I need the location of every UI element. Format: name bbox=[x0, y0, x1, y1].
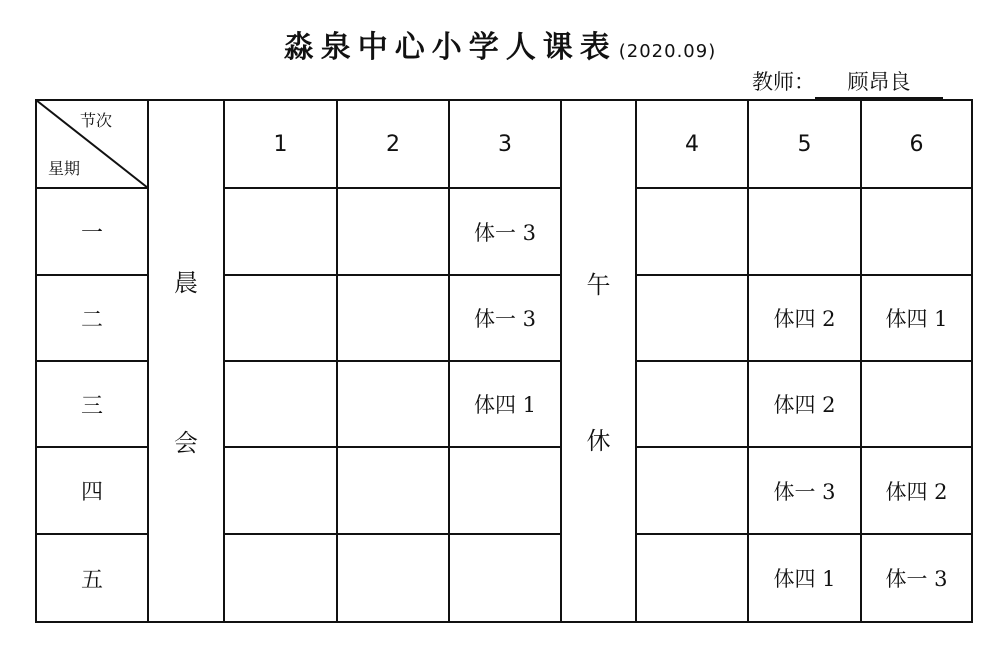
period-header-6: 6 bbox=[909, 131, 924, 157]
schedule-cell-thu-p4 bbox=[636, 447, 748, 534]
schedule-cell-tue-p5: 体四 2 bbox=[773, 307, 836, 331]
schedule-cell-tue-p4 bbox=[636, 275, 748, 361]
schedule-cell-mon-p2 bbox=[337, 188, 449, 275]
schedule-cell-fri-p5: 体四 1 bbox=[773, 567, 836, 591]
period-header-1: 1 bbox=[273, 131, 288, 157]
schedule-cell-thu-p5: 体一 3 bbox=[773, 479, 836, 504]
schedule-cell-mon-p6 bbox=[861, 188, 972, 275]
schedule-cell-wed-p4 bbox=[636, 361, 748, 447]
period-header-2: 2 bbox=[386, 131, 400, 157]
schedule-cell-thu-p2 bbox=[337, 447, 449, 534]
period-header-3: 3 bbox=[498, 131, 512, 157]
schedule-cell-fri-p2 bbox=[337, 534, 449, 622]
schedule-cell-wed-p2 bbox=[337, 361, 449, 447]
schedule-cell-mon-p4 bbox=[636, 188, 748, 275]
schedule-cell-fri-p6: 体一 3 bbox=[885, 567, 948, 591]
teacher-label: 教师： bbox=[752, 70, 815, 94]
schedule-cell-mon-p3: 体一 3 bbox=[473, 220, 537, 245]
weekday-mon: 一 bbox=[80, 221, 103, 246]
weekday-thu: 四 bbox=[80, 480, 103, 505]
corner-weekday-label: 星期 bbox=[48, 159, 81, 178]
schedule-cell-fri-p3 bbox=[449, 534, 561, 622]
schedule-cell-thu-p6: 体四 2 bbox=[885, 479, 948, 504]
period-header-5: 5 bbox=[797, 131, 812, 157]
schedule-cell-tue-p2 bbox=[337, 275, 449, 361]
schedule-cell-mon-p5 bbox=[748, 188, 861, 275]
corner-period-label: 节次 bbox=[80, 111, 113, 130]
weekday-wed: 三 bbox=[80, 393, 103, 419]
schedule-cell-wed-p3: 体四 1 bbox=[473, 393, 537, 417]
schedule-cell-fri-p4 bbox=[636, 534, 748, 622]
noon-break-char-2: 休 bbox=[586, 426, 611, 455]
schedule-cell-thu-p3 bbox=[449, 447, 561, 534]
period-header-4: 4 bbox=[685, 131, 699, 157]
morning-meeting-char-2: 会 bbox=[174, 428, 198, 457]
title-row bbox=[0, 22, 1000, 66]
schedule-cell-tue-p6: 体四 1 bbox=[885, 307, 948, 331]
weekday-fri: 五 bbox=[80, 567, 103, 593]
teacher-line bbox=[752, 66, 943, 99]
weekday-tue: 二 bbox=[80, 307, 103, 333]
schedule-cell-thu-p1 bbox=[224, 447, 337, 534]
morning-meeting-char-1: 晨 bbox=[174, 268, 198, 297]
teacher-name: 顾昂良 bbox=[815, 66, 943, 99]
title-year: (2020.09) bbox=[618, 41, 717, 62]
schedule-cell-wed-p6 bbox=[861, 361, 972, 447]
page-title: 淼泉中心小学人课表 bbox=[283, 30, 617, 65]
noon-break-char-1: 午 bbox=[586, 270, 611, 299]
schedule-cell-fri-p1 bbox=[224, 534, 337, 622]
schedule-cell-tue-p3: 体一 3 bbox=[473, 307, 537, 331]
schedule-cell-mon-p1 bbox=[224, 188, 337, 275]
schedule-cell-tue-p1 bbox=[224, 275, 337, 361]
schedule-cell-wed-p5: 体四 2 bbox=[773, 393, 836, 417]
schedule-cell-wed-p1 bbox=[224, 361, 337, 447]
